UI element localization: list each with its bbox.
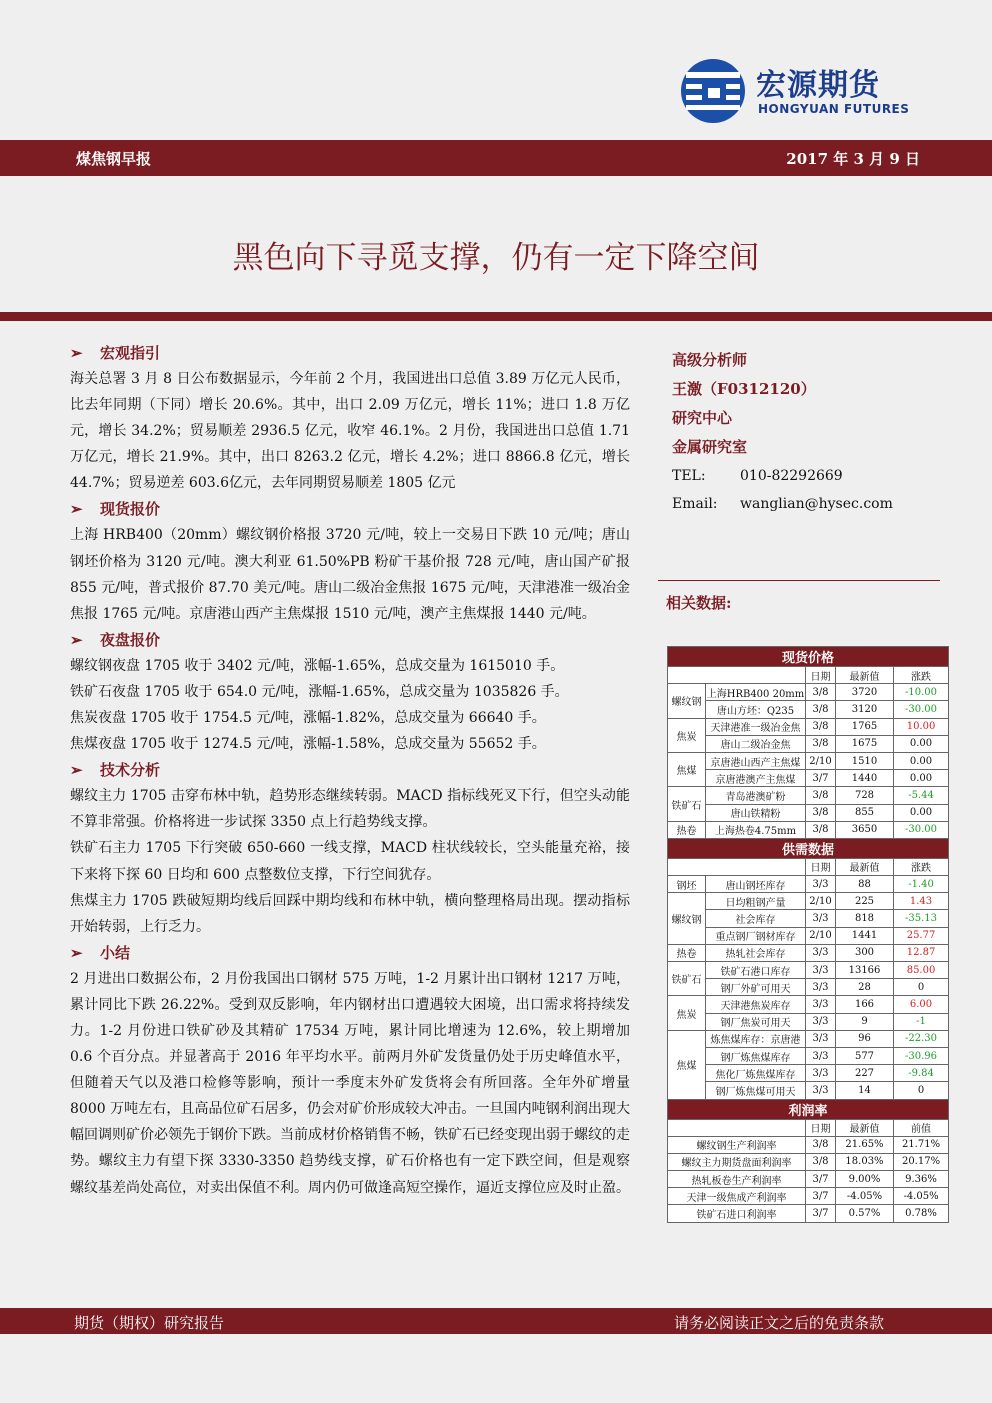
row-latest-value: 1765 bbox=[836, 718, 894, 735]
analyst-dept: 研究中心 bbox=[672, 409, 733, 427]
row-item: 热轧社会库存 bbox=[706, 944, 806, 961]
table-row bbox=[668, 910, 949, 927]
row-item: 唐山铁精粉 bbox=[706, 804, 806, 821]
row-change: 0 bbox=[894, 979, 949, 996]
table-column-header bbox=[668, 667, 949, 684]
row-item: 重点钢厂钢材库存 bbox=[706, 927, 806, 944]
column-header-blank bbox=[668, 667, 806, 684]
row-date: 3/8 bbox=[806, 684, 836, 701]
row-change: 6.00 bbox=[894, 996, 949, 1013]
table-section-title: 供需数据 bbox=[668, 838, 949, 858]
section-heading bbox=[70, 496, 630, 522]
row-item: 天津一级焦成产利润率 bbox=[668, 1188, 806, 1205]
row-date: 3/3 bbox=[806, 996, 836, 1013]
row-latest-value: 728 bbox=[836, 787, 894, 804]
section-technical bbox=[70, 757, 630, 940]
row-category: 铁矿石 bbox=[668, 787, 706, 821]
section-summary bbox=[70, 940, 630, 1201]
row-previous-value: 9.36% bbox=[894, 1171, 949, 1188]
row-item: 日均粗钢产量 bbox=[706, 893, 806, 910]
related-data-label: 相关数据: bbox=[666, 594, 732, 612]
table-section-header bbox=[668, 838, 949, 858]
column-header: 最新值 bbox=[836, 858, 894, 875]
row-item: 唐山钢坯库存 bbox=[706, 876, 806, 893]
column-header: 日期 bbox=[806, 667, 836, 684]
section-heading-text: 夜盘报价 bbox=[100, 630, 161, 649]
row-category: 热卷 bbox=[668, 821, 706, 838]
row-latest-value: 300 bbox=[836, 944, 894, 961]
analyst-subdept: 金属研究室 bbox=[672, 438, 748, 456]
row-category: 钢坯 bbox=[668, 876, 706, 893]
row-latest-value: 3120 bbox=[836, 701, 894, 718]
row-date: 3/8 bbox=[806, 735, 836, 752]
arrow-bullet-icon: ➢ bbox=[70, 761, 83, 780]
row-item: 铁矿石进口利润率 bbox=[668, 1205, 806, 1222]
row-category: 螺纹钢 bbox=[668, 893, 706, 945]
row-latest-value: 577 bbox=[836, 1047, 894, 1064]
row-change: 12.87 bbox=[894, 944, 949, 961]
row-date: 3/3 bbox=[806, 1047, 836, 1064]
row-item: 天津港准一级冶金焦 bbox=[706, 718, 806, 735]
row-date: 3/8 bbox=[806, 821, 836, 838]
table-row bbox=[668, 804, 949, 821]
row-latest-value: 1675 bbox=[836, 735, 894, 752]
section-macro bbox=[70, 340, 630, 496]
row-latest-value: 0.57% bbox=[836, 1205, 894, 1222]
row-latest-value: 21.65% bbox=[836, 1136, 894, 1153]
row-item: 上海热卷4.75mm bbox=[706, 821, 806, 838]
row-item: 钢厂炼焦煤库存 bbox=[706, 1047, 806, 1064]
row-change: -1 bbox=[894, 1013, 949, 1030]
row-category: 铁矿石 bbox=[668, 962, 706, 996]
section-night bbox=[70, 627, 630, 757]
main-content bbox=[70, 340, 630, 1201]
table-row bbox=[668, 735, 949, 752]
table-row bbox=[668, 979, 949, 996]
table-row bbox=[668, 1065, 949, 1082]
column-header: 涨跌 bbox=[894, 667, 949, 684]
row-change: 10.00 bbox=[894, 718, 949, 735]
row-change: -22.30 bbox=[894, 1030, 949, 1047]
hongyuan-logo-icon bbox=[680, 58, 746, 124]
column-header: 前值 bbox=[894, 1119, 949, 1136]
table-row bbox=[668, 787, 949, 804]
section-heading bbox=[70, 627, 630, 653]
row-date: 3/3 bbox=[806, 1082, 836, 1099]
row-previous-value: 21.71% bbox=[894, 1136, 949, 1153]
table-section-title: 现货价格 bbox=[668, 647, 949, 667]
footer-report-type: 期货（期权）研究报告 bbox=[74, 1314, 225, 1332]
column-header-blank bbox=[668, 1119, 806, 1136]
row-date: 3/7 bbox=[806, 1188, 836, 1205]
row-date: 2/10 bbox=[806, 752, 836, 769]
row-date: 3/3 bbox=[806, 944, 836, 961]
table-row bbox=[668, 752, 949, 769]
row-latest-value: 1441 bbox=[836, 927, 894, 944]
section-body: 海关总署 3 月 8 日公布数据显示，今年前 2 个月，我国进出口总值 3.89 万亿元人民币，比去年同期（下同）增长 20.6%。其中，出口 2.09 万亿元，增长 11%；进口 1.8 万亿元，增长 34.2%；贸易顺差 2936.5 亿元，收窄 46.1%。2 月份，我国进出口总值 1.71 万亿元，增长 21.9%。其中，出口 8263.2 亿元，增长 4.2%；进口 8866.8 亿元，增长 44.7%；贸易逆差 603.6亿元，去年同期贸易顺差 1805 亿元 bbox=[70, 371, 630, 492]
table-row bbox=[668, 718, 949, 735]
table-row bbox=[668, 701, 949, 718]
email-label: Email: bbox=[672, 496, 718, 512]
table-row bbox=[668, 821, 949, 838]
section-body: 上海 HRB400（20mm）螺纹钢价格报 3720 元/吨，较上一交易日下跌 10 元/吨；唐山钢坯价格为 3120 元/吨。澳大利亚 61.50%PB 粉矿干基价报 728 元/吨，唐山国产矿报 855 元/吨，普式报价 87.70 美元/吨。唐山二级冶金焦报 1675 元/吨，天津港准一级冶金焦报 1765 元/吨。京唐港山西产主焦煤报 1510 元/吨，澳产主焦煤报 1440 元/吨。 bbox=[70, 527, 630, 622]
row-change: -30.00 bbox=[894, 821, 949, 838]
row-item: 螺纹钢生产利润率 bbox=[668, 1136, 806, 1153]
section-heading-text: 小结 bbox=[100, 943, 131, 962]
table-section-title: 利润率 bbox=[668, 1099, 949, 1119]
table-row bbox=[668, 944, 949, 961]
row-change: -10.00 bbox=[894, 684, 949, 701]
analyst-email bbox=[672, 490, 942, 518]
row-date: 3/3 bbox=[806, 979, 836, 996]
row-change: -35.13 bbox=[894, 910, 949, 927]
arrow-bullet-icon: ➢ bbox=[70, 943, 83, 962]
logo-chinese: 宏源期货 bbox=[756, 68, 880, 103]
row-change: 0.00 bbox=[894, 770, 949, 787]
row-latest-value: 14 bbox=[836, 1082, 894, 1099]
footer-band bbox=[0, 1308, 992, 1334]
table-row bbox=[668, 1047, 949, 1064]
table-row bbox=[668, 996, 949, 1013]
table-column-header bbox=[668, 1119, 949, 1136]
column-header: 最新值 bbox=[836, 1119, 894, 1136]
footer-disclaimer-link[interactable]: 请务必阅读正文之后的免责条款 bbox=[673, 1314, 884, 1332]
row-item: 唐山二级冶金焦 bbox=[706, 735, 806, 752]
table-row bbox=[668, 962, 949, 979]
arrow-bullet-icon: ➢ bbox=[70, 344, 83, 362]
analyst-name: 王激（F0312120） bbox=[672, 380, 816, 398]
row-previous-value: 0.78% bbox=[894, 1205, 949, 1222]
row-latest-value: -4.05% bbox=[836, 1188, 894, 1205]
row-change: 0 bbox=[894, 1082, 949, 1099]
row-date: 2/10 bbox=[806, 927, 836, 944]
row-date: 3/3 bbox=[806, 962, 836, 979]
report-date: 2017 年 3 月 9 日 bbox=[786, 150, 920, 168]
title-divider bbox=[0, 312, 992, 321]
row-item: 社会库存 bbox=[706, 910, 806, 927]
row-date: 2/10 bbox=[806, 893, 836, 910]
row-previous-value: -4.05% bbox=[894, 1188, 949, 1205]
row-latest-value: 818 bbox=[836, 910, 894, 927]
row-latest-value: 225 bbox=[836, 893, 894, 910]
row-latest-value: 13166 bbox=[836, 962, 894, 979]
column-header: 日期 bbox=[806, 1119, 836, 1136]
row-date: 3/8 bbox=[806, 718, 836, 735]
row-date: 3/3 bbox=[806, 1065, 836, 1082]
row-item: 钢厂炼焦煤可用天 bbox=[706, 1082, 806, 1099]
row-item: 钢厂焦炭可用天 bbox=[706, 1013, 806, 1030]
row-item: 上海HRB400 20mm bbox=[706, 684, 806, 701]
row-latest-value: 28 bbox=[836, 979, 894, 996]
row-item: 京唐港澳产主焦煤 bbox=[706, 770, 806, 787]
row-date: 3/3 bbox=[806, 1030, 836, 1047]
table-row bbox=[668, 1030, 949, 1047]
table-row bbox=[668, 1205, 949, 1222]
row-category: 焦炭 bbox=[668, 718, 706, 752]
table-column-header bbox=[668, 858, 949, 875]
logo-english: HONGYUAN FUTURES bbox=[758, 102, 910, 116]
analyst-separator bbox=[658, 580, 940, 581]
row-item: 京唐港山西产主焦煤 bbox=[706, 752, 806, 769]
row-date: 3/8 bbox=[806, 804, 836, 821]
company-logo bbox=[680, 58, 930, 126]
row-date: 3/8 bbox=[806, 787, 836, 804]
table-row bbox=[668, 927, 949, 944]
row-date: 3/7 bbox=[806, 1205, 836, 1222]
row-latest-value: 1440 bbox=[836, 770, 894, 787]
row-latest-value: 3650 bbox=[836, 821, 894, 838]
section-body: 螺纹主力 1705 击穿布林中轨，趋势形态继续转弱。MACD 指标线死叉下行，但空头动能不算非常强。价格将进一步试探 3350 点上行趋势线支撑。 铁矿石主力 1705 下行突破 650-660 一线支撑，MACD 柱状线较长，空头能量充裕，接下来将下探 60 日均和 600 点整数位支撑，下行空间犹存。 焦煤主力 1705 跌破短期均线后回踩中期均线和布林中轨，横向整理格局出现。摆动指标开始转弱，上行乏力。 bbox=[70, 788, 630, 935]
tel-value: 010-82292669 bbox=[740, 468, 843, 484]
table-row bbox=[668, 876, 949, 893]
section-heading bbox=[70, 340, 630, 366]
table-row bbox=[668, 1082, 949, 1099]
analyst-role: 高级分析师 bbox=[672, 351, 748, 369]
row-item: 青岛港澳矿粉 bbox=[706, 787, 806, 804]
section-spot bbox=[70, 496, 630, 626]
row-latest-value: 1510 bbox=[836, 752, 894, 769]
arrow-bullet-icon: ➢ bbox=[70, 630, 83, 649]
row-change: 85.00 bbox=[894, 962, 949, 979]
row-date: 3/7 bbox=[806, 770, 836, 787]
row-date: 3/8 bbox=[806, 1153, 836, 1170]
row-item: 螺纹主力期货盘面利润率 bbox=[668, 1153, 806, 1170]
row-date: 3/8 bbox=[806, 1136, 836, 1153]
column-header: 最新值 bbox=[836, 667, 894, 684]
row-category: 焦煤 bbox=[668, 752, 706, 786]
column-header: 涨跌 bbox=[894, 858, 949, 875]
row-item: 焦化厂炼焦煤库存 bbox=[706, 1065, 806, 1082]
row-change: -30.00 bbox=[894, 701, 949, 718]
section-body: 螺纹钢夜盘 1705 收于 3402 元/吨，涨幅-1.65%，总成交量为 1615010 手。 铁矿石夜盘 1705 收于 654.0 元/吨，涨幅-1.65%，总成交量为 1035826 手。 焦炭夜盘 1705 收于 1754.5 元/吨，涨幅-1.82%，总成交量为 66640 手。 焦煤夜盘 1705 收于 1274.5 元/吨，涨幅-1.58%，总成交量为 55652 手。 bbox=[70, 657, 569, 753]
report-series: 煤焦钢早报 bbox=[76, 150, 152, 168]
section-body: 2 月进出口数据公布，2 月份我国出口钢材 575 万吨，1-2 月累计出口钢材 1217 万吨，累计同比下跌 26.22%。受到双反影响，年内钢材出口遭遇较大困境，出口需求将持续发力。1-2 月份进口铁矿砂及其精矿 17534 万吨，累计同比增速为 12.6%，较上期增加 0.6 个百分点。并显著高于 2016 年平均水平。前两月外矿发货量仍处于历史峰值水平，但随着天气以及港口检修等影响，预计一季度末外矿发货将会有所回落。全年外矿增量 8000 万吨左右，且高品位矿石居多，仍会对矿价形成较大冲击。一旦国内吨钢利润出现大幅回调则矿价必领先于钢价下跌。当前成材价格销售不畅，铁矿石已经变现出弱于螺纹的走势。螺纹主力有望下探 3330-3350 趋势线支撑，矿石价格也有一定下跌空间，但是观察螺纹基差尚处高位，对卖出保值不利。周内仍可做逢高短空操作，逼近支撑位应及时止盈。 bbox=[70, 970, 630, 1196]
email-value[interactable]: wanglian@hysec.com bbox=[740, 496, 893, 512]
row-category: 热卷 bbox=[668, 944, 706, 961]
table-row bbox=[668, 1153, 949, 1170]
table-row bbox=[668, 893, 949, 910]
row-change: -9.84 bbox=[894, 1065, 949, 1082]
row-latest-value: 227 bbox=[836, 1065, 894, 1082]
row-latest-value: 9 bbox=[836, 1013, 894, 1030]
row-date: 3/3 bbox=[806, 910, 836, 927]
header-band bbox=[0, 140, 992, 176]
row-change: -1.40 bbox=[894, 876, 949, 893]
table-row bbox=[668, 1188, 949, 1205]
section-heading bbox=[70, 757, 630, 783]
table-section-header bbox=[668, 1099, 949, 1119]
row-latest-value: 96 bbox=[836, 1030, 894, 1047]
row-item: 热轧板卷生产利润率 bbox=[668, 1171, 806, 1188]
row-previous-value: 20.17% bbox=[894, 1153, 949, 1170]
row-date: 3/3 bbox=[806, 1013, 836, 1030]
table-row bbox=[668, 1013, 949, 1030]
row-item: 唐山方坯：Q235 bbox=[706, 701, 806, 718]
row-change: 0.00 bbox=[894, 752, 949, 769]
analyst-tel bbox=[672, 462, 942, 490]
row-item: 天津港焦炭库存 bbox=[706, 996, 806, 1013]
table-row bbox=[668, 684, 949, 701]
row-change: 0.00 bbox=[894, 735, 949, 752]
row-change: 0.00 bbox=[894, 804, 949, 821]
row-item: 钢厂外矿可用天 bbox=[706, 979, 806, 996]
table-section-header bbox=[668, 647, 949, 667]
section-heading-text: 宏观指引 bbox=[100, 344, 161, 362]
row-change: -5.44 bbox=[894, 787, 949, 804]
row-latest-value: 18.03% bbox=[836, 1153, 894, 1170]
row-latest-value: 166 bbox=[836, 996, 894, 1013]
table-row bbox=[668, 1136, 949, 1153]
analyst-info bbox=[672, 346, 942, 518]
column-header-blank bbox=[668, 858, 806, 875]
tel-label: TEL: bbox=[672, 468, 706, 484]
row-latest-value: 3720 bbox=[836, 684, 894, 701]
arrow-bullet-icon: ➢ bbox=[70, 500, 83, 519]
row-latest-value: 855 bbox=[836, 804, 894, 821]
row-item: 炼焦煤库存：京唐港 bbox=[706, 1030, 806, 1047]
market-data-table bbox=[667, 646, 949, 1223]
row-item: 铁矿石港口库存 bbox=[706, 962, 806, 979]
row-category: 焦煤 bbox=[668, 1030, 706, 1099]
row-change: 25.77 bbox=[894, 927, 949, 944]
section-heading bbox=[70, 940, 630, 966]
row-latest-value: 9.00% bbox=[836, 1171, 894, 1188]
report-title: 黑色向下寻觅支撑，仍有一定下降空间 bbox=[232, 240, 760, 276]
data-tables bbox=[667, 646, 948, 1223]
row-category: 焦炭 bbox=[668, 996, 706, 1030]
row-category: 螺纹钢 bbox=[668, 684, 706, 718]
row-date: 3/8 bbox=[806, 701, 836, 718]
row-change: -30.96 bbox=[894, 1047, 949, 1064]
row-date: 3/7 bbox=[806, 1171, 836, 1188]
row-latest-value: 88 bbox=[836, 876, 894, 893]
row-change: 1.43 bbox=[894, 893, 949, 910]
section-heading-text: 技术分析 bbox=[100, 761, 161, 780]
row-date: 3/3 bbox=[806, 876, 836, 893]
table-row bbox=[668, 1171, 949, 1188]
table-row bbox=[668, 770, 949, 787]
column-header: 日期 bbox=[806, 858, 836, 875]
section-heading-text: 现货报价 bbox=[100, 500, 161, 519]
